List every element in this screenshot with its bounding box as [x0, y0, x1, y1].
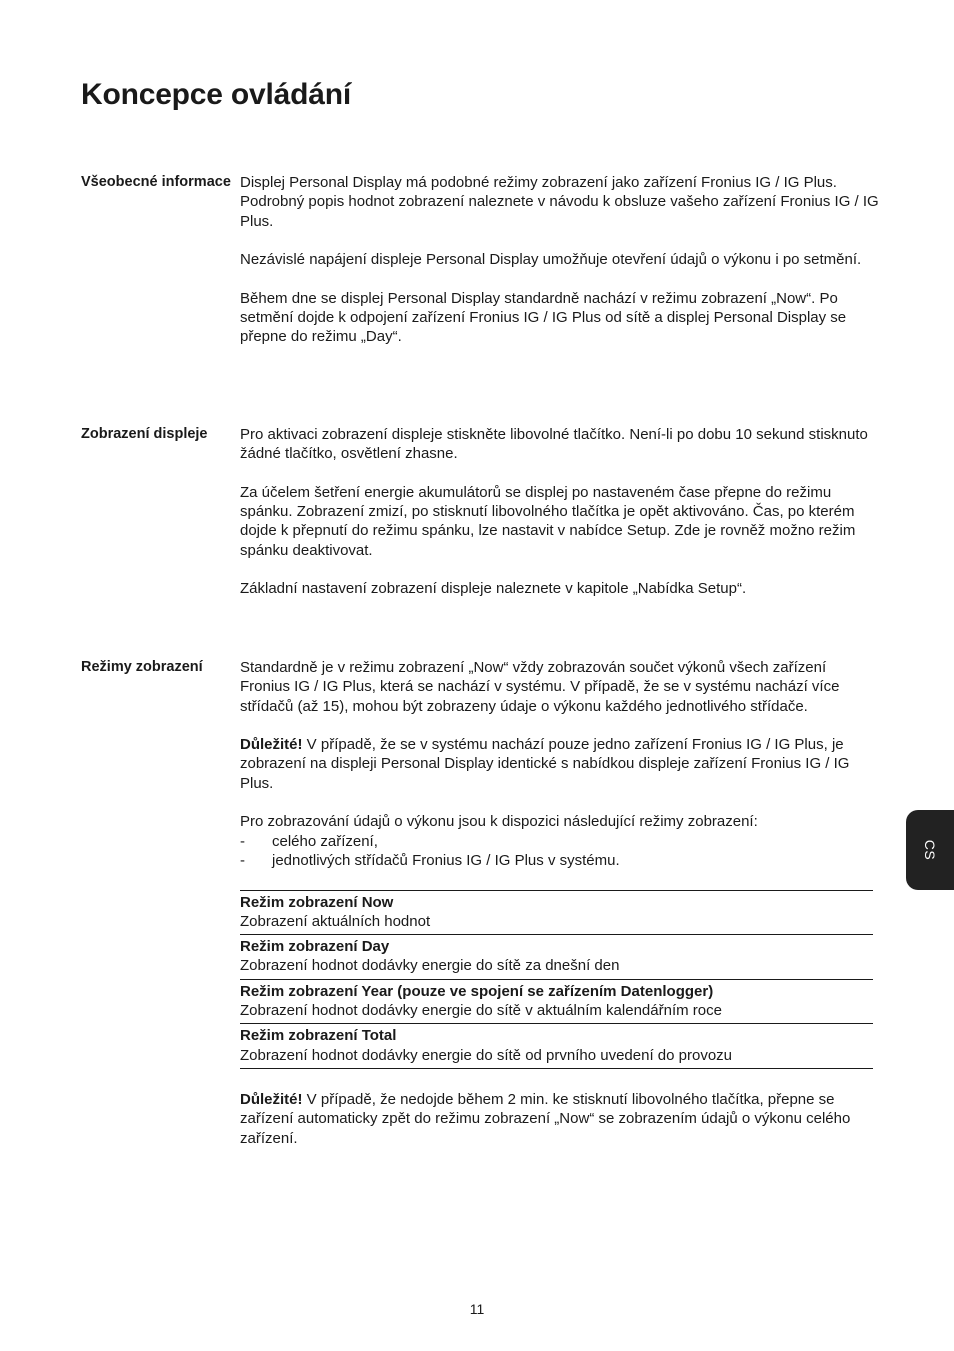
section-label: Zobrazení displeje	[81, 426, 208, 442]
mode-description: Zobrazení hodnot dodávky energie do sítě od prvního uvedení do provozu	[240, 1046, 733, 1064]
important-text: V případě, že se v systému nachází pouze jedno zařízení Fronius IG / IG Plus, je zobrazení na displeji Personal Display identické s nabídkou displeje zařízení Fronius IG / IG Plus.	[240, 736, 850, 792]
list-item-text: celého zařízení,	[272, 832, 378, 850]
mode-title: Režim zobrazení Year (pouze ve spojení se zařízením Datenlogger)	[240, 982, 714, 1000]
page-title: Koncepce ovládání	[81, 78, 352, 111]
table-row	[240, 935, 873, 980]
mode-description: Zobrazení hodnot dodávky energie do sítě za dnešní den	[240, 957, 620, 975]
section-label: Režimy zobrazení	[81, 659, 203, 675]
mode-title: Režim zobrazení Now	[240, 893, 394, 911]
important-label: Důležité!	[240, 736, 303, 754]
mode-list	[240, 832, 880, 871]
section-display-modes	[81, 658, 881, 1178]
mode-description: Zobrazení hodnot dodávky energie do sítě v aktuálním kalendářním roce	[240, 1002, 722, 1020]
section-body	[240, 173, 880, 366]
list-dash: -	[240, 832, 245, 850]
modes-table	[240, 890, 873, 1069]
mode-title: Režim zobrazení Total	[240, 1027, 397, 1045]
section-label: Všeobecné informace	[81, 174, 231, 190]
mode-description: Zobrazení aktuálních hodnot	[240, 912, 431, 930]
paragraph: Displej Personal Display má podobné režimy zobrazení jako zařízení Fronius IG / IG Plus. Podrobný popis hodnot zobrazení naleznete v návodu k obsluze vašeho zařízení Fronius IG / IG Plus.	[240, 174, 879, 230]
list-intro: Pro zobrazování údajů o výkonu jsou k dispozici následující režimy zobrazení:	[240, 813, 758, 831]
section-general-info	[81, 173, 881, 373]
table-row	[240, 891, 873, 936]
list-item	[240, 832, 880, 851]
paragraph-important	[240, 1090, 880, 1148]
section-display	[81, 425, 881, 615]
section-body	[240, 658, 880, 1167]
language-tab-label: CS	[922, 839, 938, 861]
paragraph: Pro aktivaci zobrazení displeje stiskněte libovolné tlačítko. Není-li po dobu 10 sekund stisknuto žádné tlačítko, osvětlení zhasne.	[240, 426, 868, 463]
table-row	[240, 980, 873, 1025]
language-tab	[906, 810, 954, 890]
list-dash: -	[240, 851, 245, 869]
table-row	[240, 1024, 873, 1069]
paragraph: Standardně je v režimu zobrazení „Now“ vždy zobrazován součet výkonů všech zařízení Fronius IG / IG Plus, která se nachází v systému. V případě, že se v systému nachází více střídačů (až 15), mohou být zobrazeny údaje o výkonu každého jednotlivého střídače.	[240, 659, 840, 715]
important-label: Důležité!	[240, 1090, 303, 1108]
paragraph: Základní nastavení zobrazení displeje naleznete v kapitole „Nabídka Setup“.	[240, 580, 747, 598]
important-text: V případě, že nedojde během 2 min. ke stisknutí libovolného tlačítka, přepne se zařízení automaticky zpět do režimu zobrazení „Now“ se zobrazením údajů o výkonu celého zařízení.	[240, 1090, 851, 1147]
list-item-text: jednotlivých střídačů Fronius IG / IG Plus v systému.	[272, 851, 620, 869]
paragraph: Za účelem šetření energie akumulátorů se displej po nastaveném čase přepne do režimu spánku. Zobrazení zmizí, po stisknutí libovolného tlačítka je opět aktivováno. Čas, po kterém dojde k přepnutí do režimu spánku, lze nastavit v nabídce Setup. Zde je rovněž možno režim spánku deaktivovat.	[240, 483, 856, 559]
list-item	[240, 851, 880, 870]
section-body	[240, 425, 880, 618]
paragraph: Během dne se displej Personal Display standardně nachází v režimu zobrazení „Now“. Po setmění dojde k odpojení zařízení Fronius IG / IG Plus od sítě a displej Personal Display se přepne do režimu „Day“.	[240, 289, 847, 346]
paragraph-important	[240, 735, 880, 793]
paragraph: Nezávislé napájení displeje Personal Display umožňuje otevření údajů o výkonu i po setmění.	[240, 251, 862, 269]
mode-title: Režim zobrazení Day	[240, 938, 390, 956]
page-number: 11	[469, 1301, 485, 1317]
